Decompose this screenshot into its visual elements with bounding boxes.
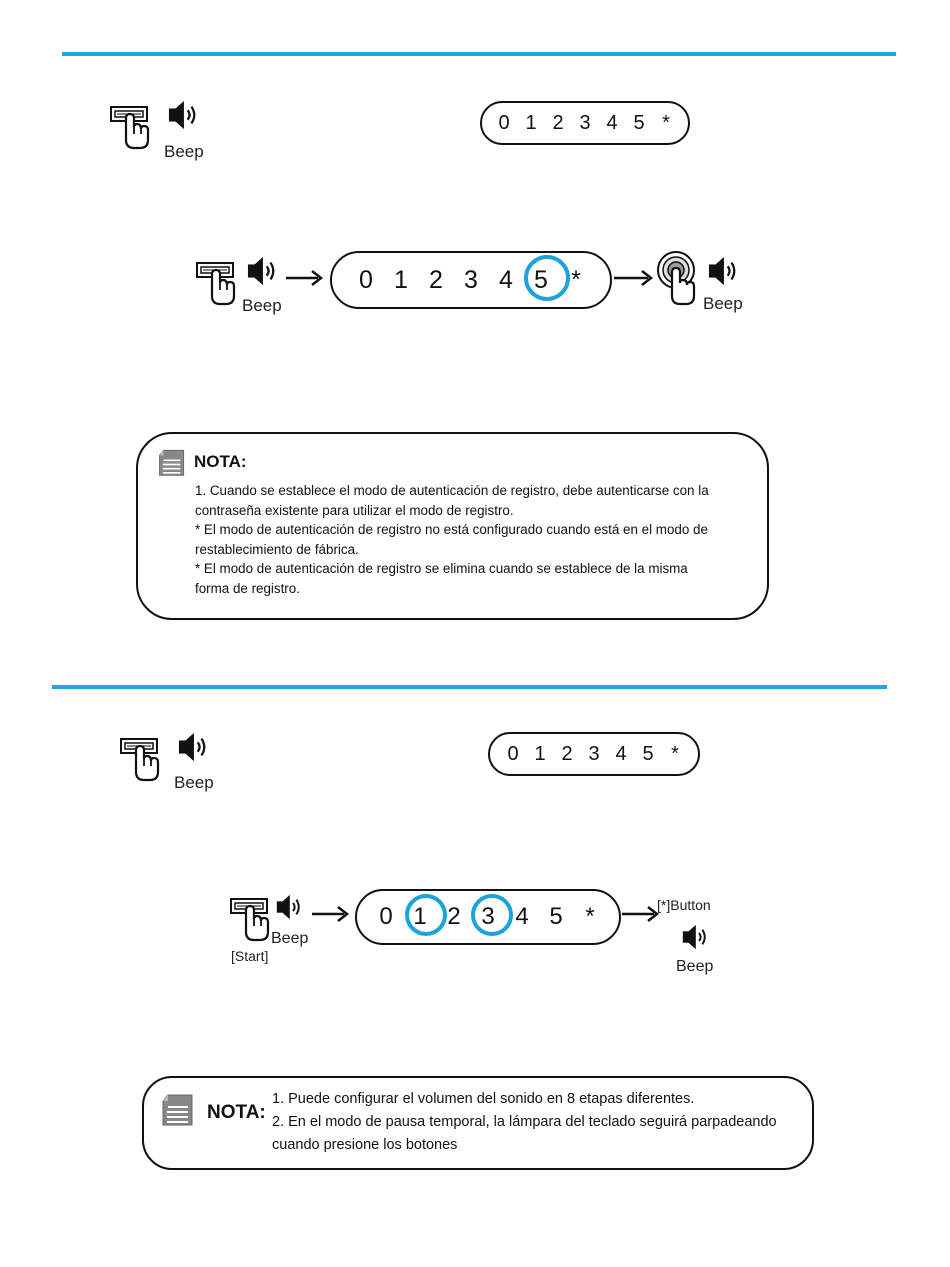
note-body <box>272 1088 802 1157</box>
keypad-display <box>480 101 690 145</box>
note-line: * El modo de autenticación de registro se elimina cuando se establece de la misma <box>195 561 688 576</box>
star-button-label: [*]Button <box>657 897 711 913</box>
keypad-digit: 5 <box>534 265 548 294</box>
speaker-icon <box>178 730 208 764</box>
note-body <box>195 481 755 598</box>
speaker-icon <box>168 98 198 132</box>
keypad-digit: 1 <box>413 903 427 930</box>
keypad-digit: 1 <box>394 265 408 294</box>
note-line: contraseña existente para utilizar el modo de registro. <box>195 502 514 518</box>
keypad-digit: 1 <box>534 742 546 765</box>
beep-label: Beep <box>174 773 214 792</box>
keypad-digit: 0 <box>507 742 519 765</box>
start-label: [Start] <box>231 948 269 964</box>
keypad-digit-star: * <box>662 111 670 134</box>
keypad-digit: 0 <box>498 111 510 134</box>
highlight-ring <box>405 894 447 936</box>
beep-label: Beep <box>676 958 714 975</box>
fingerprint-hand-icon <box>196 262 238 310</box>
highlight-ring <box>471 894 513 936</box>
document-icon <box>157 447 187 477</box>
speaker-icon <box>276 892 302 922</box>
arrow-right-icon <box>310 904 350 924</box>
keypad-digit-star: * <box>571 265 581 294</box>
beep-label: Beep <box>164 142 204 161</box>
keypad-digit: 2 <box>552 111 564 134</box>
section-divider-middle <box>52 685 887 689</box>
keypad-digit: 4 <box>615 742 627 765</box>
speaker-icon <box>708 254 738 288</box>
section-divider-top <box>62 52 896 56</box>
highlight-ring <box>524 255 570 301</box>
keypad-digit: 4 <box>606 111 618 134</box>
keypad-digit: 2 <box>561 742 573 765</box>
arrow-right-icon <box>284 268 324 288</box>
keypad-digit: 3 <box>588 742 600 765</box>
note-line: 2. En el modo de pausa temporal, la lámpara del teclado seguirá parpadeando <box>272 1114 777 1130</box>
fingerprint-hand-icon <box>120 738 162 786</box>
keypad-digit: 3 <box>579 111 591 134</box>
note-line: 1. Cuando se establece el modo de autenticación de registro, debe autenticarse con la <box>195 483 709 498</box>
note-title: NOTA: <box>207 1102 266 1123</box>
keypad-digit: 0 <box>379 903 393 930</box>
note-line: forma de registro. <box>195 580 300 596</box>
keypad-digit: 2 <box>447 903 461 930</box>
beep-label: Beep <box>703 294 743 313</box>
arrow-right-icon <box>620 904 660 924</box>
keypad-digit: 5 <box>549 903 563 930</box>
keypad-digit: 0 <box>359 265 373 294</box>
keypad-digit: 4 <box>499 265 513 294</box>
keypad-digit: 4 <box>515 903 529 930</box>
keypad-display <box>488 732 700 776</box>
keypad-digit: 3 <box>464 265 478 294</box>
keypad-digit: 3 <box>481 903 495 930</box>
fingerprint-hand-icon <box>110 106 152 154</box>
keypad-digit-star: * <box>585 903 595 930</box>
keypad-digit: 1 <box>525 111 537 134</box>
keypad-digit: 5 <box>642 742 654 765</box>
arrow-right-icon <box>612 268 654 288</box>
speaker-icon <box>247 254 277 288</box>
document-icon <box>161 1091 195 1127</box>
note-title: NOTA: <box>194 452 247 471</box>
note-line: restablecimiento de fábrica. <box>195 541 359 557</box>
press-button-icon <box>656 250 700 310</box>
note-line: 1. Puede configurar el volumen del sonido en 8 etapas diferentes. <box>272 1091 695 1107</box>
note-line: cuando presione los botones <box>272 1137 458 1153</box>
keypad-digit-star: * <box>671 742 679 765</box>
note-line: * El modo de autenticación de registro no está configurado cuando está en el modo de <box>195 522 708 537</box>
beep-label: Beep <box>271 930 309 947</box>
fingerprint-hand-icon <box>230 898 272 946</box>
keypad-digit: 2 <box>429 265 443 294</box>
keypad-digit: 5 <box>633 111 645 134</box>
beep-label: Beep <box>242 296 282 315</box>
speaker-icon <box>682 922 708 952</box>
